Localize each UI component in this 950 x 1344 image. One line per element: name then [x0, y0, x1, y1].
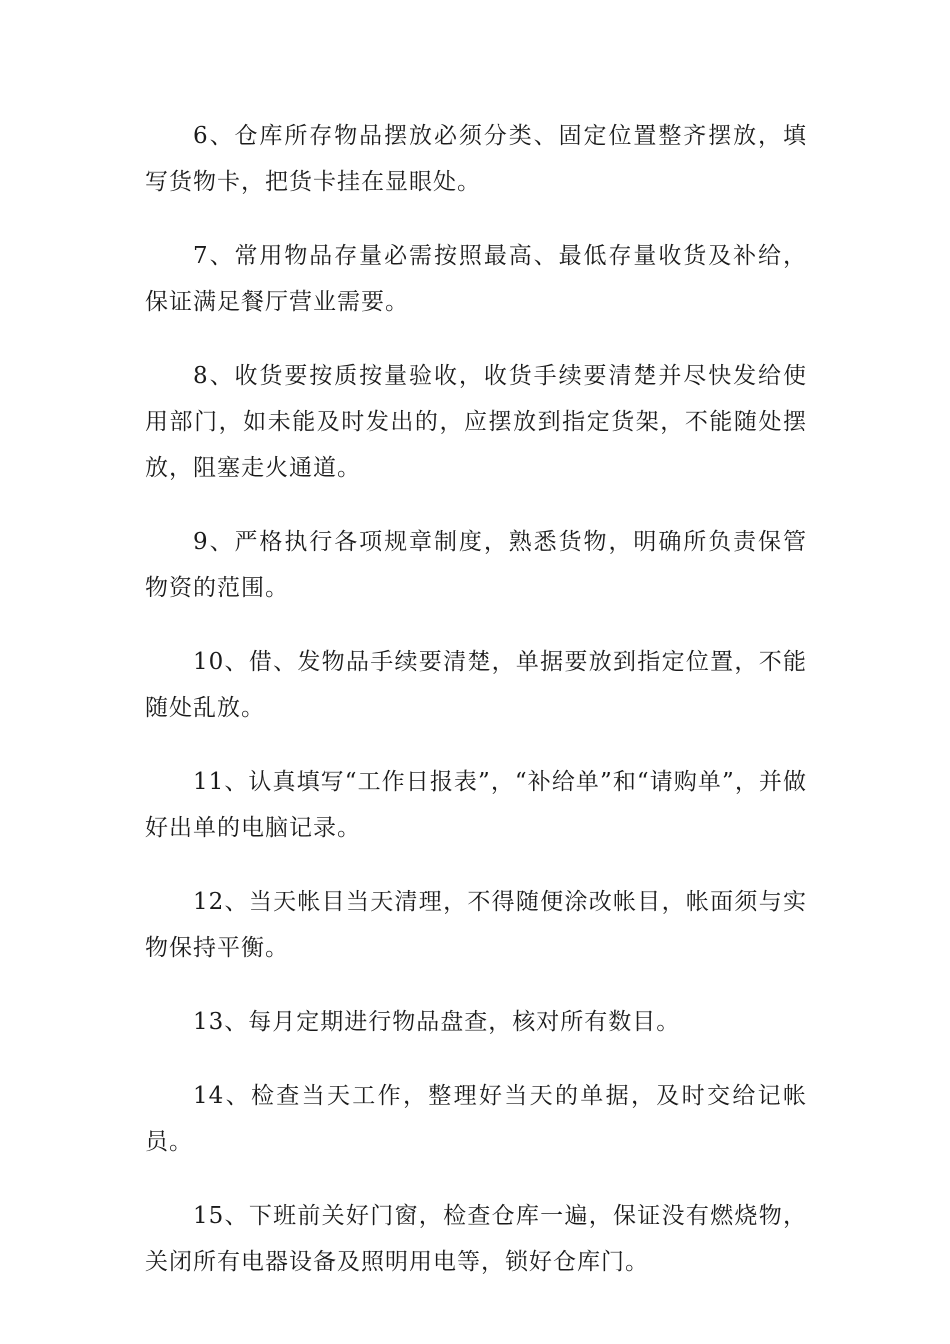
- paragraph-rule-14: 14、检查当天工作，整理好当天的单据，及时交给记帐员。: [145, 1083, 807, 1155]
- paragraph-rule-12: 12、当天帐目当天清理，不得随便涂改帐目，帐面须与实物保持平衡。: [145, 889, 807, 961]
- paragraph-rule-11: 11、认真填写“工作日报表”，“补给单”和“请购单”，并做好出单的电脑记录。: [145, 769, 807, 841]
- paragraph-rule-13: 13、每月定期进行物品盘查，核对所有数目。: [193, 1009, 681, 1035]
- paragraph-rule-10: 10、借、发物品手续要清楚，单据要放到指定位置，不能随处乱放。: [145, 649, 807, 721]
- paragraph-rule-7: 7、常用物品存量必需按照最高、最低存量收货及补给，保证满足餐厅营业需要。: [145, 243, 807, 315]
- paragraph-rule-9: 9、严格执行各项规章制度，熟悉货物，明确所负责保管物资的范围。: [145, 529, 807, 601]
- document-body: [145, 113, 807, 1313]
- paragraph-rule-8: 8、收货要按质按量验收，收货手续要清楚并尽快发给使用部门，如未能及时发出的，应摆放到指定货架，不能随处摆放，阻塞走火通道。: [145, 363, 807, 481]
- paragraph-rule-6: 6、仓库所存物品摆放必须分类、固定位置整齐摆放，填写货物卡，把货卡挂在显眼处。: [145, 123, 807, 195]
- paragraph-rule-15: 15、下班前关好门窗，检查仓库一遍，保证没有燃烧物，关闭所有电器设备及照明用电等，锁好仓库门。: [145, 1203, 807, 1275]
